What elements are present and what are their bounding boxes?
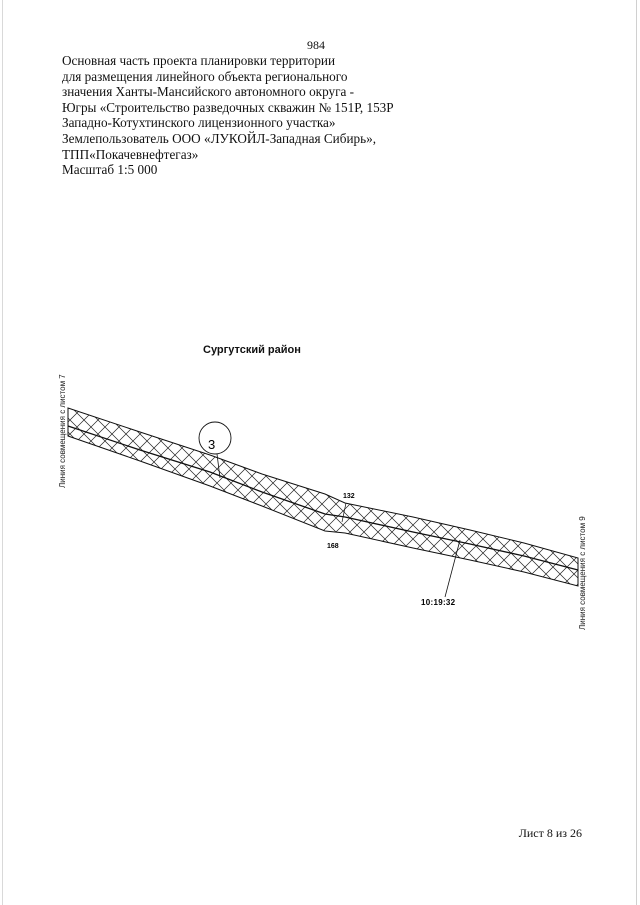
header-line: Югры «Строительство разведочных скважин № 151Р, 153Р — [62, 99, 394, 115]
header-line: Основная часть проекта планировки территории — [62, 53, 336, 68]
header-line: ТПП«Покачевнефтегаз» — [62, 146, 199, 162]
header-line: значения Ханты-Мансийского автономного округа - — [62, 84, 355, 100]
point-label-lower: 168 — [327, 543, 339, 550]
corridor-band — [68, 408, 578, 586]
match-line-left-label: Линия совмещения с листом 7 — [58, 374, 67, 488]
page-number: 984 — [307, 38, 325, 52]
callout-number: 3 — [208, 437, 216, 452]
sheet-number: Лист 8 из 26 — [518, 826, 582, 840]
parcel-label: 10:19:32 — [421, 598, 456, 607]
match-line-right-label: Линия совмещения с листом 9 — [578, 516, 587, 630]
header-line: для размещения линейного объекта регионального — [62, 68, 348, 84]
point-label-upper: 132 — [343, 493, 355, 500]
header-line: Западно-Котухтинского лицензионного участка» — [62, 115, 336, 131]
header-line: Землепользователь ООО «ЛУКОЙЛ-Западная Сибирь», — [62, 130, 377, 146]
scale-line: Масштаб 1:5 000 — [62, 162, 158, 178]
district-label: Сургутский район — [203, 344, 301, 356]
